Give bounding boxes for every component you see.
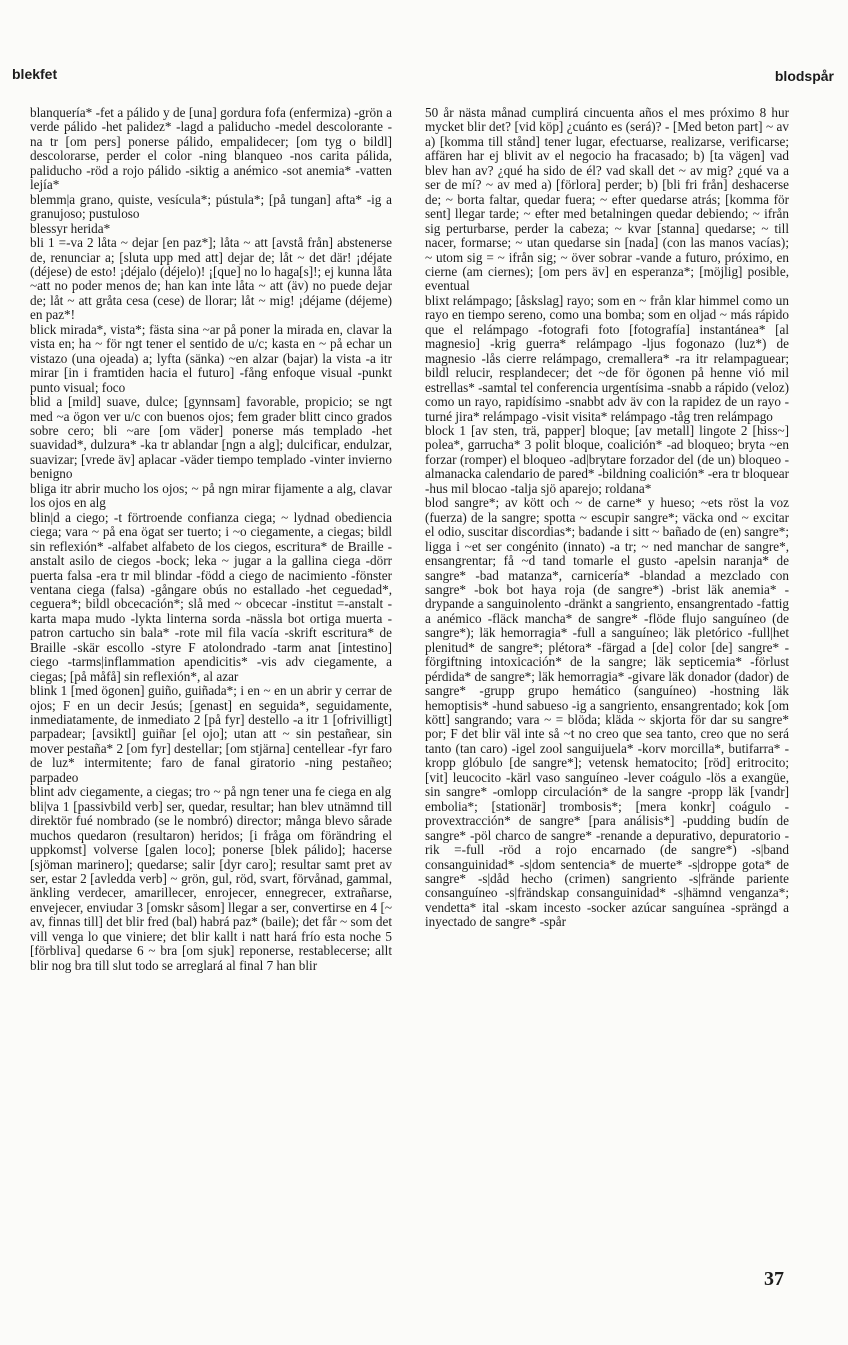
entry: bli|va 1 [passivbild verb] ser, quedar, resultar; han blev utnämnd till direktör fué nombrado (se le nombró) director; många blevo sårade muchos quedaron (resultaron) heridos; [i fråga om förändring el uppkomst] volverse [galen loco]; ponerse [blek pálido]; hacerse [sjöman marinero]; quedarse; salir [dyr caro]; resultar samt pret av ser, estar 2 [avledda verb] ~ grön, gul, röd, svart, förvånad, gammal, änkling verdecer, amarillecer, enrojecer, ennegrecer, extrañarse, envejecer, enviudar 3 [omskr såsom] llegar a ser, convertirse en 4 [~ av, finnas till] det blir fred (bal) habrá paz* (baile); det får ~ som det vill venga lo que viniere; det blir kallt i natt hará frío esta noche 5 [förbliva] quedarse 6 ~ bra [om sjuk] reponerse, restablecerse; allt blir nog bra till slut todo se arreglará al final 7 han blir [30, 798, 392, 973]
entry: blint adv ciegamente, a ciegas; tro ~ på ngn tener una fe ciega en alg [30, 784, 392, 800]
entry: blixt relámpago; [åskslag] rayo; som en ~ från klar himmel como un rayo en tiempo sereno, como una bomba; som en oljad ~ más rápido que el relámpago -fotografi foto [fotografía] instantánea* [al magnesio] -krig guerra* relámpago -ljus fogonazo (luz*) de magnesio -lås cierre relámpago, cremallera* -ra itr relampaguear; bildl relucir, resplandecer; det ~de för ögonen på henne vió mil estrellas* -samtal tel conferencia urgentísima -snabb a rápido (veloz) como un rayo, rapidísimo -snabbt adv äv con la rapidez de un rayo -turné jira* relámpago -visit visita* relámpago -tåg tren relámpago [425, 292, 789, 424]
running-head-right: blodspår [774, 68, 834, 84]
entry: blick mirada*, vista*; fästa sina ~ar på poner la mirada en, clavar la vista en; ha ~ för ngt tener el sentido de u/c; kasta en ~ på echar un vistazo (una ojeada) a; lyfta (sänka) ~en alzar (bajar) la vista -a itr mirar [in i framtiden hacia el futuro] -fång enfoque visual -punkt punto visual; foco [30, 321, 392, 395]
right-column [425, 106, 789, 930]
entry: blemm|a grano, quiste, vesícula*; pústula*; [på tungan] afta* -ig a granujoso; pustuloso [30, 191, 392, 222]
entry: 50 år nästa månad cumplirá cincuenta años el mes próximo 8 hur mycket blir det? [vid köp] ¿cuánto es (será)? - [Med beton part] ~ av a) [komma till stånd] tener lugar, efectuarse, realizarse, verificarse; affären har ej blivit av el negocio ha fracasado; b) [ta vägen] vad blev han av? ¿qué ha sido de él? vad skall det ~ av mig? ¿qué va a ser de mí? ~ av med a) [förlora] perder; b) [bli fri från] deshacerse de; ~ borta faltar, quedar fuera; ~ efter quedarse atrás; [komma för sent] llegar tarde; ~ efter med betalningen quedar debiendo; ~ ifrån sig perturbarse, perder la cabeza; ~ kvar [stanna] quedarse; ~ till nacer, formarse; ~ utan quedarse sin [nada] (con las manos vacías); ~ utom sig = ~ ifrån sig; ~ över sobrar -vande a futuro, próximo, en cierne (am ciernes); [om pers äv] en esperanza*; [möjlig] posible, eventual [425, 105, 789, 294]
entry: bliga itr abrir mucho los ojos; ~ på ngn mirar fijamente a alg, clavar los ojos en alg [30, 480, 392, 511]
entry: blanquería* -fet a pálido y de [una] gordura fofa (enfermiza) -grön a verde pálido -het palidez* -lagd a paliducho -medel descolorante -na tr [om pers] ponerse pálido, empalidecer; [om tyg o bildl] descolorarse, perder el color -ning blanqueo -nos carita pálida, paliducho -röd a rojo pálido -siktig a anémico -sot anemia* -vatten lejía* [30, 105, 392, 193]
page-number: 37 [764, 1268, 784, 1290]
entry: blink 1 [med ögonen] guiño, guiñada*; i en ~ en un abrir y cerrar de ojos; F en un decir Jesús; [genast] en seguida*, seguidamente, inmediatamente, de inmediato 2 [på fyr] destello -a itr 1 [ofrivilligt] parpadear; [avsiktl] guiñar [el ojo]; utan att ~ sin pestañear, sin mover pestaña* 2 [om fyr] destellar; [om stjärna] centellear -fyr faro de luz* intermitente; faro de fanal giratorio -ning pestañeo; parpadeo [30, 683, 392, 785]
entry: block 1 [av sten, trä, papper] bloque; [av metall] lingote 2 [hiss~] polea*, garrucha* 3 polit bloque, coalición* -ad bloqueo; bryta ~en forzar (romper) el bloqueo -ad|brytare forzador del (de un) bloqueo -almanacka calendario de pared* -bildning coalición* -era tr bloquear -hus mil blocao -talja sjö aparejo; roldana* [425, 422, 789, 496]
entry: blin|d a ciego; -t förtroende confianza ciega; ~ lydnad obediencia ciega; vara ~ på ena ögat ser tuerto; i ~o ciegamente, a ciegas; bildl sin reflexión* -alfabet alfabeto de los ciegos, escritura* de Braille -anstalt asilo de ciegos -bock; leka ~ jugar a la gallina ciega -dörr puerta falsa -era tr mil blindar -född a ciego de nacimiento -fönster ventana ciega (falsa) -gångare obús no estallado -het ceguedad*, ceguera*; bildl obcecación*; slå med ~ obcecar -institut =-anstalt -karta mapa mudo -lykta linterna sorda -nässla bot ortiga muerta -patron cartucho sin bala* -rote mil fila vacía -skrift escritura* de Braille -skär escollo -styre F atolondrado -tarm anat [intestino] ciego -tarms|inflammation apendicitis* -vis adv ciegamente, a ciegas; [på måfå] sin reflexión*, al azar [30, 509, 392, 684]
entry: blid a [mild] suave, dulce; [gynnsam] favorable, propicio; se ngt med ~a ögon ver u/c con buenos ojos; fem grader blitt cinco grados sobre cero; bli ~are [om väder] ponerse más templado -het suavidad*, dulzura* -ka tr ablandar [ngn a alg]; dulcificar, endulzar, suavizar; [vrede äv] aplacar -väder tiempo templado -vinter invierno benigno [30, 394, 392, 482]
entry: blod sangre*; av kött och ~ de carne* y hueso; ~ets röst la voz (fuerza) de la sangre; spotta ~ escupir sangre*; väcka ond ~ excitar el odio, suscitar discordias*; badande i sitt ~ bañado de (en) sangre*; ligga i ~et ser congénito (innato) -a tr; ~ ned manchar de sangre*, ensangrentar; få ~d tand tomarle el gusto -apelsin naranja* de sangre* -bad matanza*, carnicería* -blandad a mezclado con sangre* -bok bot haya roja (de sangre*) -brist läk anemia* -drypande a sanguinolento -dränkt a sangriento, ensangrentado -fattig a anémico -fläck mancha* de sangre* -flöde flujo sanguíneo (de sangre*); läk hemorragia* -full a sanguíneo; läk pletórico -full|het plenitud* de sangre*; plétora* -färgad a [de] color [de] sangre* -förgiftning intoxicación* de la sangre; läk septicemia* -förlust pérdida* de sangre*; läk hemorragia* -givare läk donador (dador) de sangre* -grupp grupo hemático (sanguíneo) -hostning läk hemoptisis* -hund sabueso -ig a sangriento, ensangrentado; kok [om kött] sangrando; vara ~ = blöda; kläda ~ skjorta för dar su sangre* por; F det blir väl inte så ~t no creo que sea tanto, creo que no será tanto (tan caro) -igel zool sanguijuela* -korv morcilla*, butifarra* -kropp glóbulo [de sangre*]; vetensk hematocito; [röd] eritrocito; [vit] leucocito -kärl vaso sanguíneo -lever coágulo -lös a exangüe, sin sangre* -omlopp circulación* de la sangre -propp läk [vandr] embolia*; [stationär] trombosis*; [mera konkr] coágulo -provextracción* de sangre* [para análisis*] -pudding budín de sangre* -pöl charco de sangre* -renande a depurativo, depuratorio -rik =-full -röd a rojo encarnado (de sangre*) -s|band consanguinidad* -s|dom sentencia* de muerte* -s|droppe gota* de sangre* -s|dåd hecho (crimen) sangriento -s|frände pariente consanguíneo -s|frändskap consanguinidad* -s|hämnd venganza*; vendetta* ital -skam incesto -socker azúcar sanguínea -sprängd a inyectado de sangre* -spår [425, 495, 789, 930]
entry: blessyr herida* [30, 220, 111, 236]
left-column [30, 106, 392, 973]
running-head-left: blekfet [12, 66, 58, 82]
entry: bli 1 =-va 2 låta ~ dejar [en paz*]; låta ~ att [avstå från] abstenerse de, renunciar a; [sluta upp med att] dejar de; låt ~ det där! ¡déjate (déjese) de esto! ¡déjalo (déjelo)! ¡[que] no lo haga[s]!; ej kunna låta ~att no poder menos de; han kan inte låta ~ att (äv) no puede dejar de; låt ~ att gråta cesa (cese) de llorar; låt ~ mig! ¡déjame (déjeme) en paz*! [30, 235, 392, 323]
